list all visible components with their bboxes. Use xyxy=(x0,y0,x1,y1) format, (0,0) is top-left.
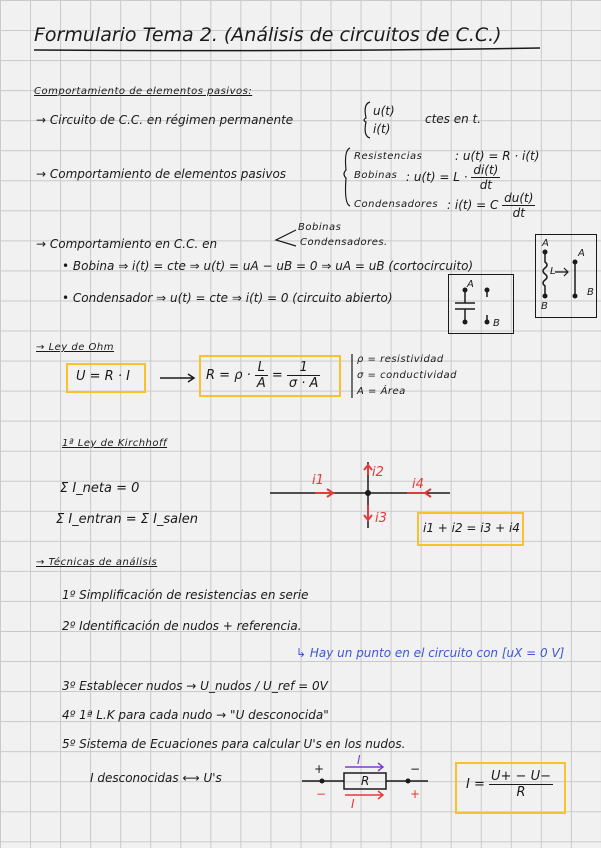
resistor-minus-left: − xyxy=(316,787,327,801)
condensadores-den: dt xyxy=(512,206,525,220)
condensador-node-a: A xyxy=(467,279,475,290)
condensadores-label: Condensadores xyxy=(354,199,439,210)
kirchhoff-box-eq: i1 + i2 = i3 + i4 xyxy=(423,521,520,535)
short-node-a: A xyxy=(578,248,586,259)
current-formula-den: R xyxy=(516,785,526,800)
step-2: 2º Identificación de nudos + referencia. xyxy=(62,619,302,633)
condensadores-num: du(t) xyxy=(504,191,534,205)
step-4: 4º 1ª L.K para cada nudo → "U desconocida" xyxy=(62,708,329,722)
kirchhoff-sum-neta: Σ I_neta = 0 xyxy=(60,481,140,496)
cc-condensadores: Condensadores. xyxy=(300,237,388,248)
resistencias-eq: : u(t) = R · i(t) xyxy=(455,149,540,163)
step-2-note: ↳ Hay un punto en el circuito con [uX = 0 V] xyxy=(296,646,565,660)
cc-comportamiento-line: → Comportamiento en C.C. en xyxy=(36,237,218,251)
page-title: Formulario Tema 2. (Análisis de circuitos de C.C.) xyxy=(34,24,502,46)
resistor-current-top: I xyxy=(357,753,361,767)
bobinas-den: dt xyxy=(479,178,493,192)
resistor-current-bottom: I xyxy=(351,797,355,811)
kirchhoff-sum-entran-salen: Σ I_entran = Σ I_salen xyxy=(56,512,198,527)
resistor-minus-right: − xyxy=(410,762,421,776)
def-area: A = Área xyxy=(357,386,406,397)
resistance-equals: = xyxy=(267,368,287,383)
currents-voltages: I desconocidas ⟷ U's xyxy=(90,771,222,785)
step-5: 5º Sistema de Ecuaciones para calcular U's en los nudos. xyxy=(62,737,406,751)
current-i1: i1 xyxy=(312,473,324,488)
tecnicas-heading: → Técnicas de análisis xyxy=(36,557,158,568)
current-i2: i2 xyxy=(372,465,384,480)
comportamiento-pasivos-line: → Comportamiento de elementos pasivos xyxy=(36,167,287,181)
current-formula-lhs: I = xyxy=(466,777,489,792)
bobina-node-b: B xyxy=(541,301,549,312)
bobina-node-a: A xyxy=(542,238,550,249)
bobina-dc-line: • Bobina ⇒ i(t) = cte ⇒ u(t) = uA − uB = 0 ⇒ uA = uB (cortocircuito) xyxy=(62,259,474,273)
ohm-heading: → Ley de Ohm xyxy=(36,342,115,353)
step-1: 1º Simplificación de resistencias en serie xyxy=(62,588,309,602)
regimen-i: i(t) xyxy=(373,122,391,136)
cc-bobinas: Bobinas xyxy=(298,222,342,233)
resistencias-label: Resistencias xyxy=(354,151,423,162)
current-i4: i4 xyxy=(412,477,424,492)
condensadores-eq-text: : i(t) = C xyxy=(447,198,503,212)
section-heading-elementos-pasivos: Comportamiento de elementos pasivos: xyxy=(34,86,253,97)
current-formula-num: U+ − U− xyxy=(491,769,551,784)
resistance-lhs: R = ρ · xyxy=(206,368,255,383)
current-formula-fraction xyxy=(489,769,553,800)
resistor-plus-left: + xyxy=(314,762,325,776)
ohm-heading-text: Ley de Ohm xyxy=(48,342,115,353)
ohm-law-eq: U = R · I xyxy=(76,369,130,384)
step-3: 3º Establecer nudos → U_nudos / U_ref = 0V xyxy=(62,679,328,693)
bobinas-num: di(t) xyxy=(473,163,499,177)
bobinas-label: Bobinas xyxy=(354,170,398,181)
resistor-plus-right: + xyxy=(410,787,421,801)
resistance-num-1: L xyxy=(255,360,268,376)
short-node-b: B xyxy=(587,287,595,298)
def-conductividad: σ = conductividad xyxy=(357,370,457,381)
resistor-label: R xyxy=(361,774,370,788)
resistance-den-2: σ · A xyxy=(288,376,319,391)
bobina-l: L xyxy=(550,266,557,277)
resistance-den-1: A xyxy=(256,376,266,391)
regimen-u: u(t) xyxy=(373,104,395,118)
regimen-ctes: ctes en t. xyxy=(425,112,482,126)
kirchhoff-heading: 1ª Ley de Kirchhoff xyxy=(62,438,168,449)
condensador-dc-line: • Condensador ⇒ u(t) = cte ⇒ i(t) = 0 (circuito abierto) xyxy=(62,291,393,305)
def-resistividad: ρ = resistividad xyxy=(357,354,444,365)
condensador-node-b: B xyxy=(493,318,501,329)
bobinas-eq-text: : u(t) = L · xyxy=(406,170,472,184)
current-formula xyxy=(466,769,553,800)
current-i3: i3 xyxy=(375,511,387,526)
resistance-num-2: 1 xyxy=(287,360,321,376)
regimen-permanente-line: → Circuito de C.C. en régimen permanente xyxy=(36,113,294,127)
